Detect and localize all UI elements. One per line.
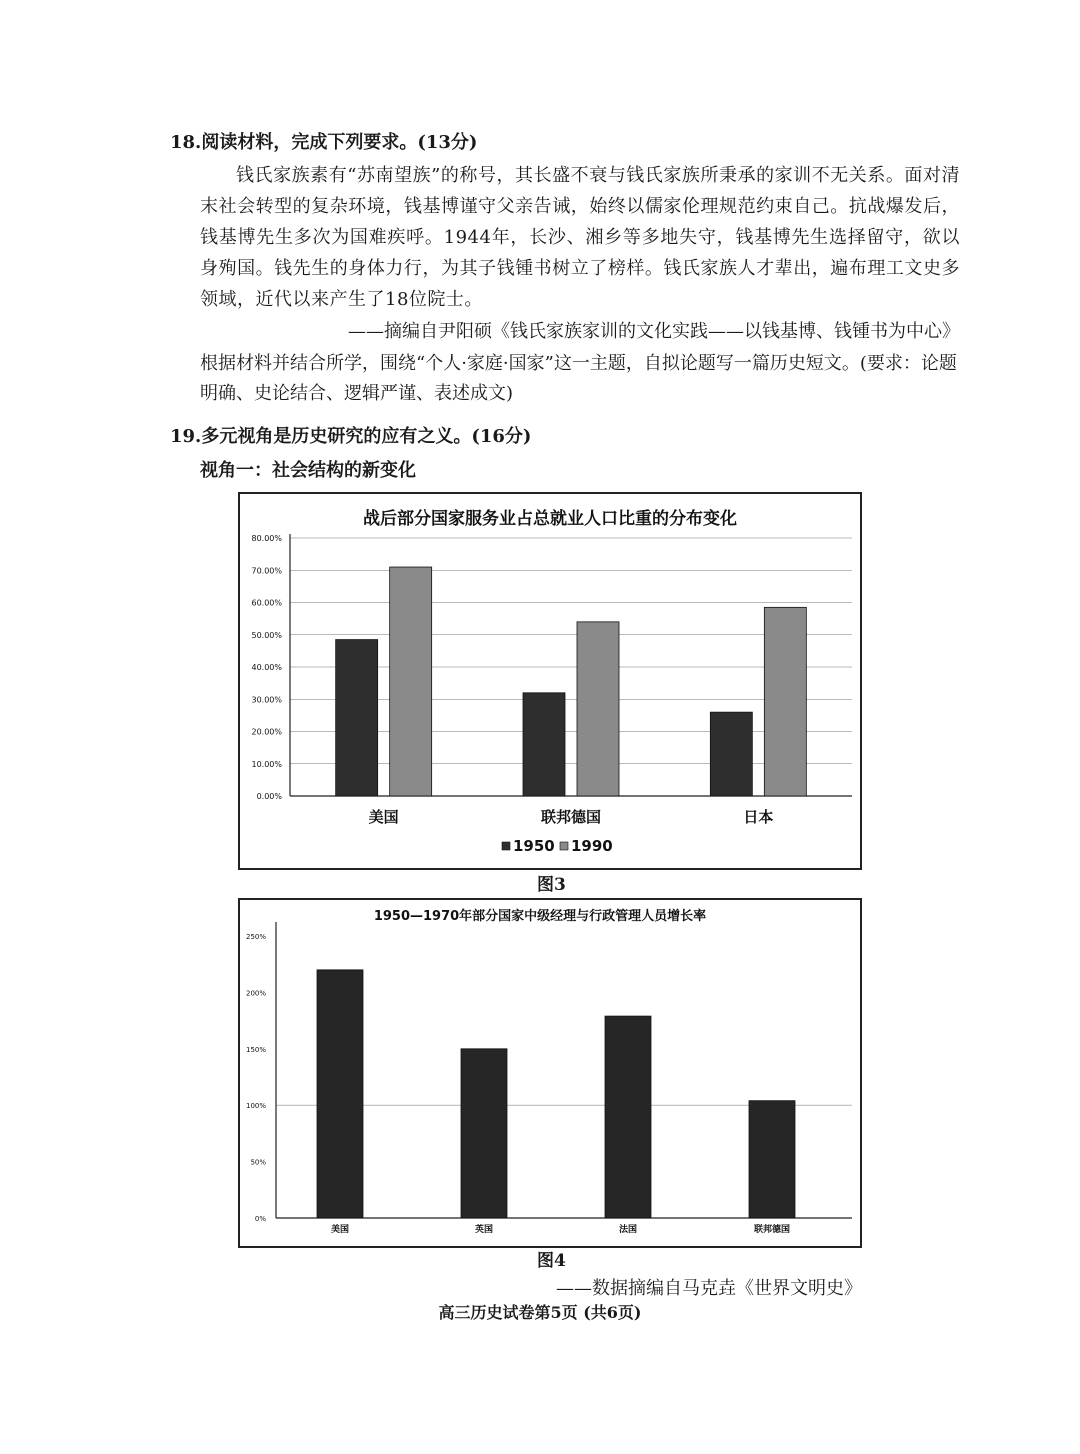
bar bbox=[605, 1016, 651, 1218]
y-tick-label: 0.00% bbox=[256, 792, 282, 801]
legend-label-1950: 1950 bbox=[513, 837, 555, 855]
x-category-label: 日本 bbox=[743, 808, 774, 826]
y-tick-label: 70.00% bbox=[251, 566, 282, 576]
question-19 bbox=[170, 422, 960, 486]
y-tick-label: 250% bbox=[245, 933, 266, 941]
legend-swatch-1990 bbox=[560, 842, 568, 850]
y-tick-label: 0% bbox=[254, 1215, 266, 1223]
bar-1950 bbox=[336, 640, 378, 796]
chart-title: 战后部分国家服务业占总就业人口比重的分布变化 bbox=[363, 509, 737, 529]
figure-4-chart-frame bbox=[238, 898, 862, 1248]
bar bbox=[461, 1049, 507, 1218]
y-tick-label: 100% bbox=[245, 1102, 266, 1111]
figure-4-label: 图4 bbox=[537, 1251, 566, 1271]
y-tick-label: 50.00% bbox=[251, 630, 282, 640]
x-category-label: 联邦德国 bbox=[753, 1225, 791, 1235]
y-tick-label: 50% bbox=[250, 1158, 266, 1167]
figure-3-chart bbox=[240, 494, 860, 868]
x-category-label: 法国 bbox=[618, 1225, 638, 1235]
legend-swatch-1950 bbox=[502, 842, 510, 850]
legend-label-1990: 1990 bbox=[571, 837, 613, 855]
x-category-label: 联邦德国 bbox=[540, 808, 602, 826]
y-tick-label: 200% bbox=[245, 989, 266, 998]
x-category-label: 美国 bbox=[330, 1225, 350, 1235]
question-18-title: 18.阅读材料，完成下列要求。(13分) bbox=[170, 132, 478, 153]
y-tick-label: 10.00% bbox=[251, 759, 282, 769]
chart-title: 1950—1970年部分国家中级经理与行政管理人员增长率 bbox=[373, 909, 707, 924]
y-tick-label: 20.00% bbox=[251, 727, 282, 737]
figure-3-label: 图3 bbox=[537, 875, 566, 895]
bar bbox=[749, 1101, 795, 1218]
perspective-one-heading: 视角一：社会结构的新变化 bbox=[200, 460, 416, 481]
y-tick-label: 40.00% bbox=[251, 663, 282, 672]
bar-1990 bbox=[764, 607, 806, 796]
bar-1990 bbox=[577, 622, 619, 796]
question-19-title: 19.多元视角是历史研究的应有之义。(16分) bbox=[170, 426, 532, 447]
figure-4-chart bbox=[240, 900, 860, 1246]
bar-1990 bbox=[390, 567, 432, 796]
y-tick-label: 150% bbox=[245, 1045, 266, 1054]
bar-1950 bbox=[710, 712, 752, 796]
y-tick-label: 60.00% bbox=[251, 598, 282, 608]
figure-3-chart-frame bbox=[238, 492, 862, 870]
question-18 bbox=[170, 128, 960, 409]
page-footer: 高三历史试卷第5页 (共6页) bbox=[438, 1303, 642, 1322]
x-category-label: 英国 bbox=[474, 1225, 494, 1235]
question-18-material: 钱氏家族素有“苏南望族”的称号，其长盛不衰与钱氏家族所秉承的家训不无关系。面对清末社会转型的复杂环境，钱基博谨守父亲告诫，始终以儒家伦理规范约束自己。抗战爆发后，钱基博先生多次为国难疾呼。1944年，长沙、湘乡等多地失守，钱基博先生选择留守，欲以身殉国。钱先生的身体力行，为其子钱锺书树立了榜样。钱氏家族人才辈出，遍布理工文史多领域，近代以来产生了18位院士。 bbox=[200, 165, 960, 310]
y-tick-label: 80.00% bbox=[251, 534, 282, 543]
bar-1950 bbox=[523, 693, 565, 796]
question-18-citation: ——摘编自尹阳硕《钱氏家族家训的文化实践——以钱基博、钱锺书为中心》 bbox=[348, 321, 960, 342]
x-category-label: 美国 bbox=[368, 808, 399, 826]
data-source: ——数据摘编自马克垚《世界文明史》 bbox=[556, 1278, 862, 1299]
y-tick-label: 30.00% bbox=[251, 695, 282, 705]
bar bbox=[317, 970, 363, 1218]
question-18-requirement: 根据材料并结合所学，围绕“个人·家庭·国家”这一主题，自拟论题写一篇历史短文。(要求：论题明确、史论结合、逻辑严谨、表述成文) bbox=[200, 353, 957, 404]
